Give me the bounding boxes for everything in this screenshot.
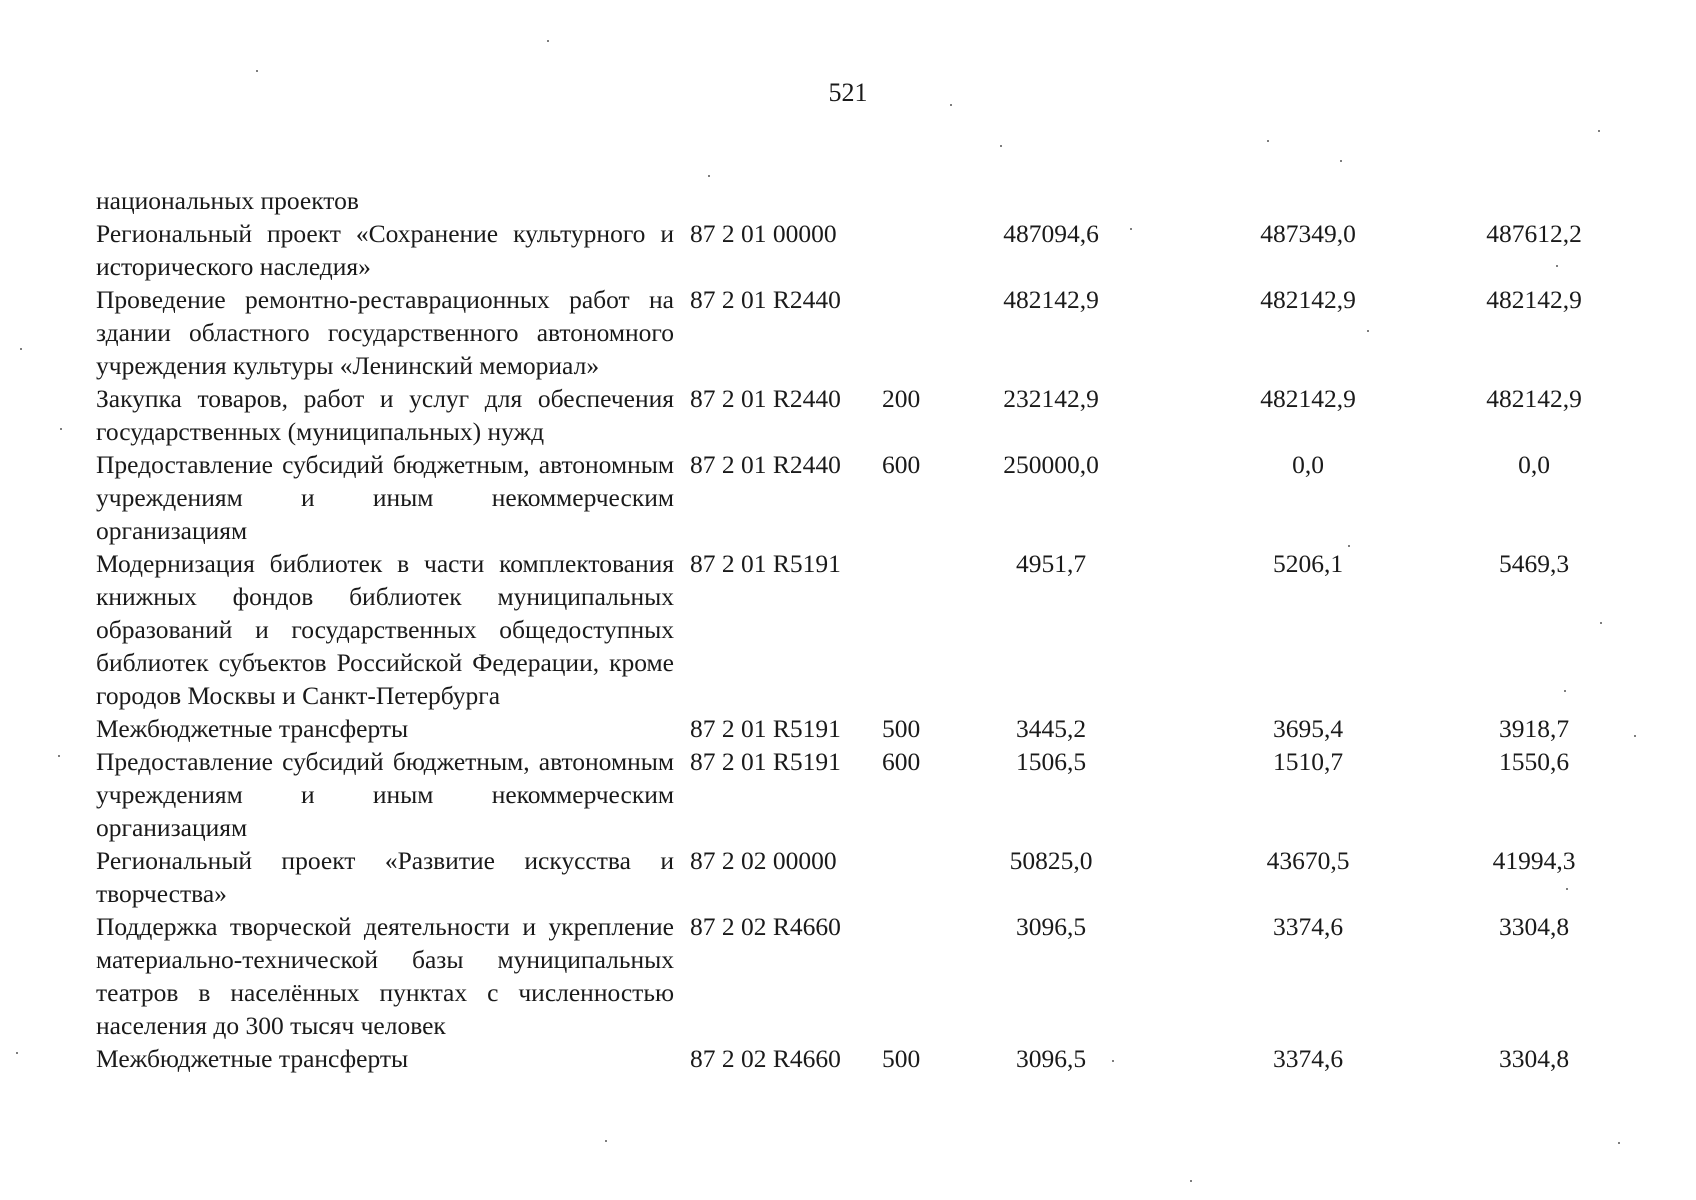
row-value-year1: 3096,5 bbox=[1015, 912, 1087, 941]
scan-speck bbox=[20, 348, 22, 350]
row-expense-type: 200 bbox=[882, 384, 921, 413]
row-value-year1: 50825,0 bbox=[1009, 846, 1093, 875]
table-row bbox=[96, 448, 1556, 547]
row-value-year3 bbox=[1444, 184, 1664, 217]
row-description: национальных проектов bbox=[96, 186, 359, 215]
row-expense-type bbox=[868, 547, 958, 712]
budget-table bbox=[96, 184, 1582, 1075]
scan-speck bbox=[1618, 1142, 1620, 1144]
row-value-year1: 232142,9 bbox=[1003, 384, 1099, 413]
row-value-year2: 3374,6 bbox=[1272, 912, 1344, 941]
scan-speck bbox=[605, 1140, 607, 1142]
row-code: 87 2 02 00000 bbox=[690, 846, 837, 875]
row-expense-type bbox=[868, 184, 958, 217]
row-value-year1: 3096,5 bbox=[1015, 1044, 1087, 1073]
table-row bbox=[96, 844, 1576, 910]
scan-speck bbox=[1000, 145, 1002, 147]
page-number: 521 bbox=[828, 78, 868, 107]
scan-speck bbox=[1190, 1180, 1192, 1182]
row-expense-type bbox=[868, 844, 958, 910]
scan-speck bbox=[708, 175, 710, 177]
row-expense-type: 600 bbox=[882, 747, 921, 776]
scan-speck bbox=[1348, 545, 1350, 547]
scan-speck bbox=[60, 428, 62, 430]
row-code: 87 2 02 R4660 bbox=[690, 1044, 841, 1073]
scan-speck bbox=[1340, 160, 1342, 162]
row-value-year2: 482142,9 bbox=[1260, 285, 1356, 314]
row-code: 87 2 01 R2440 bbox=[690, 384, 841, 413]
row-value-year3: 487612,2 bbox=[1486, 219, 1582, 248]
scan-speck bbox=[1367, 330, 1369, 332]
scan-speck bbox=[1634, 735, 1636, 737]
row-code: 87 2 01 R5191 bbox=[690, 714, 841, 743]
row-description: Проведение ремонтно-реставрационных работ на здании областного государственного автономного учреждения культуры «Ленинский мемориал» bbox=[96, 285, 674, 380]
row-code: 87 2 01 00000 bbox=[690, 219, 837, 248]
table-row bbox=[96, 547, 1570, 712]
row-expense-type bbox=[868, 283, 958, 382]
row-description: Региональный проект «Развитие искусства и творчества» bbox=[96, 846, 674, 908]
row-value-year2: 1510,7 bbox=[1272, 747, 1344, 776]
scan-speck bbox=[256, 70, 258, 72]
table-row bbox=[96, 283, 1582, 382]
row-value-year1: 250000,0 bbox=[1003, 450, 1099, 479]
row-value-year3: 0,0 bbox=[1518, 450, 1550, 479]
table-row bbox=[96, 217, 1582, 283]
row-value-year3: 3304,8 bbox=[1498, 912, 1570, 941]
row-expense-type bbox=[868, 217, 958, 283]
row-value-year3: 482142,9 bbox=[1486, 384, 1582, 413]
row-description: Предоставление субсидий бюджетным, автономным учреждениям и иным некоммерческим организациям bbox=[96, 747, 674, 842]
row-value-year2: 3374,6 bbox=[1272, 1044, 1344, 1073]
scan-speck bbox=[16, 1052, 18, 1054]
row-code: 87 2 01 R5191 bbox=[690, 747, 841, 776]
scan-speck bbox=[547, 40, 549, 42]
scan-speck bbox=[1130, 228, 1132, 230]
row-code: 87 2 02 R4660 bbox=[690, 912, 841, 941]
row-value-year3: 5469,3 bbox=[1498, 549, 1570, 578]
row-expense-type: 600 bbox=[882, 450, 921, 479]
row-code: 87 2 01 R2440 bbox=[690, 285, 841, 314]
row-value-year2 bbox=[1228, 184, 1444, 217]
row-value-year1: 482142,9 bbox=[1003, 285, 1099, 314]
row-value-year2: 43670,5 bbox=[1266, 846, 1350, 875]
row-description: Закупка товаров, работ и услуг для обеспечения государственных (муниципальных) нужд bbox=[96, 384, 674, 446]
scan-speck bbox=[1556, 265, 1558, 267]
scan-speck bbox=[1566, 888, 1568, 890]
table-row bbox=[96, 745, 1570, 844]
scan-speck bbox=[950, 104, 952, 106]
row-description: Модернизация библиотек в части комплектования книжных фондов библиотек муниципальных образований и государственных общедоступных библиотек субъектов Российской Федерации, кроме городов Москвы и Санкт-Петербурга bbox=[96, 549, 674, 710]
row-description: Поддержка творческой деятельности и укрепление материально-технической базы муниципальных театров в населённых пунктах с численностью населения до 300 тысяч человек bbox=[96, 912, 674, 1040]
row-expense-type: 500 bbox=[882, 714, 921, 743]
row-value-year3: 482142,9 bbox=[1486, 285, 1582, 314]
row-value-year2: 0,0 bbox=[1292, 450, 1324, 479]
row-value-year2: 5206,1 bbox=[1272, 549, 1344, 578]
table-row bbox=[96, 184, 1556, 217]
row-value-year1: 1506,5 bbox=[1015, 747, 1087, 776]
table-row bbox=[96, 910, 1570, 1042]
row-value-year2: 3695,4 bbox=[1272, 714, 1344, 743]
row-description: Региональный проект «Сохранение культурного и исторического наследия» bbox=[96, 219, 674, 281]
row-expense-type: 500 bbox=[882, 1044, 921, 1073]
row-value-year2: 482142,9 bbox=[1260, 384, 1356, 413]
scan-speck bbox=[58, 755, 60, 757]
row-value-year2: 487349,0 bbox=[1260, 219, 1356, 248]
row-description: Предоставление субсидий бюджетным, автономным учреждениям и иным некоммерческим организациям bbox=[96, 450, 674, 545]
scan-speck bbox=[1598, 130, 1600, 132]
scan-speck bbox=[1112, 1060, 1114, 1062]
row-value-year1 bbox=[958, 184, 1228, 217]
scan-speck bbox=[1564, 690, 1566, 692]
row-value-year3: 3918,7 bbox=[1498, 714, 1570, 743]
row-value-year3: 1550,6 bbox=[1498, 747, 1570, 776]
row-description: Межбюджетные трансферты bbox=[96, 1044, 409, 1073]
row-value-year1: 3445,2 bbox=[1015, 714, 1087, 743]
row-code: 87 2 01 R5191 bbox=[690, 549, 841, 578]
table-row bbox=[96, 712, 1570, 745]
row-description: Межбюджетные трансферты bbox=[96, 714, 409, 743]
row-value-year3: 3304,8 bbox=[1498, 1044, 1570, 1073]
scan-speck bbox=[1600, 622, 1602, 624]
row-code bbox=[682, 184, 868, 217]
row-code: 87 2 01 R2440 bbox=[690, 450, 841, 479]
table-row bbox=[96, 1042, 1570, 1075]
scan-speck bbox=[1267, 140, 1269, 142]
row-value-year1: 487094,6 bbox=[1003, 219, 1099, 248]
table-row bbox=[96, 382, 1582, 448]
row-value-year1: 4951,7 bbox=[1015, 549, 1087, 578]
row-expense-type bbox=[868, 910, 958, 1042]
row-value-year3: 41994,3 bbox=[1492, 846, 1576, 875]
